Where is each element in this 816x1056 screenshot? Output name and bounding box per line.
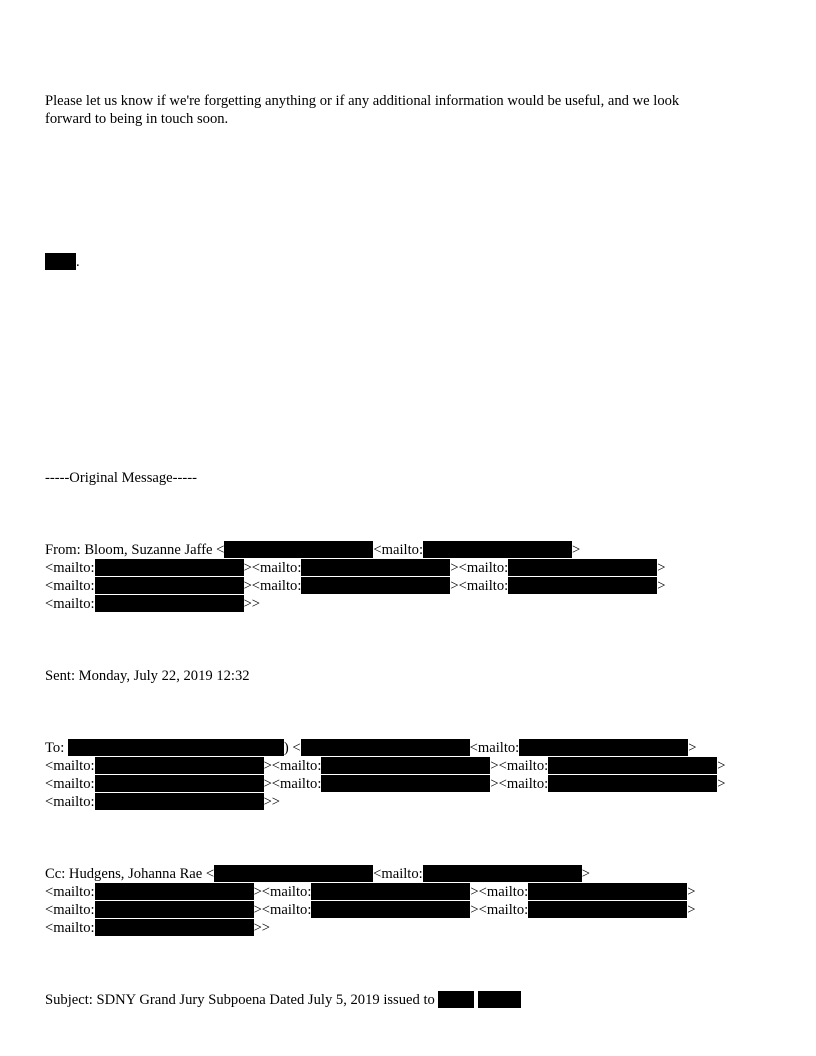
- redaction-box: [224, 541, 373, 558]
- redaction-box: [423, 865, 582, 882]
- mailto-text: <mailto:: [45, 776, 95, 792]
- subject-header: [45, 991, 521, 1009]
- cc-line-4: [45, 919, 695, 937]
- mailto-text: ><mailto:: [243, 578, 302, 594]
- mailto-text: <mailto:: [45, 884, 95, 900]
- from-line-3: [45, 577, 665, 595]
- redaction-box: [508, 559, 657, 576]
- mailto-text: <mailto:: [45, 578, 95, 594]
- bracket-text: >: [581, 866, 590, 882]
- mailto-text: ><mailto:: [263, 758, 322, 774]
- mailto-text: <mailto:: [45, 758, 95, 774]
- from-label: From: Bloom, Suzanne Jaffe <: [45, 542, 225, 558]
- redaction-box: [321, 757, 490, 774]
- redaction-box: [548, 757, 717, 774]
- cc-line-2: [45, 883, 695, 901]
- cc-header: [45, 865, 695, 937]
- mailto-text: <mailto:: [373, 866, 423, 882]
- redaction-box: [438, 991, 474, 1008]
- from-line-2: [45, 559, 665, 577]
- redaction-box: [301, 577, 450, 594]
- redaction-box: [301, 739, 470, 756]
- mailto-text: ><mailto:: [263, 776, 322, 792]
- bracket-text: >: [717, 776, 726, 792]
- subject-text: Subject: SDNY Grand Jury Subpoena Dated July 5, 2019 issued to: [45, 992, 439, 1008]
- mailto-text: ><mailto:: [450, 560, 509, 576]
- signoff-punct: .: [76, 254, 80, 270]
- redaction-box: [478, 991, 521, 1008]
- cc-line-3: [45, 901, 695, 919]
- redaction-box: [95, 775, 264, 792]
- from-line-1: [45, 541, 665, 559]
- sent-header: Sent: Monday, July 22, 2019 12:32: [45, 668, 250, 684]
- bracket-text: >: [657, 578, 666, 594]
- bracket-text: >: [687, 884, 696, 900]
- redaction-box: [45, 253, 76, 270]
- redaction-box: [528, 883, 687, 900]
- bracket-text: >: [572, 542, 581, 558]
- intro-paragraph: [45, 92, 679, 128]
- redaction-box: [508, 577, 657, 594]
- cc-line-1: [45, 865, 695, 883]
- mailto-text: <mailto:: [45, 794, 95, 810]
- redaction-box: [301, 559, 450, 576]
- redaction-box: [321, 775, 490, 792]
- from-line-4: [45, 595, 665, 613]
- redaction-box: [95, 559, 244, 576]
- mailto-text: ><mailto:: [470, 884, 529, 900]
- redaction-box: [548, 775, 717, 792]
- mailto-text: <mailto:: [45, 920, 95, 936]
- redaction-box: [214, 865, 373, 882]
- redaction-box: [311, 883, 470, 900]
- redaction-box: [95, 883, 254, 900]
- bracket-text: >: [657, 560, 666, 576]
- mailto-text: ><mailto:: [470, 902, 529, 918]
- intro-line-2: forward to being in touch soon.: [45, 111, 229, 127]
- bracket-text: >: [687, 902, 696, 918]
- redaction-box: [95, 793, 264, 810]
- bracket-text: >>: [243, 596, 261, 612]
- to-label: To:: [45, 740, 68, 756]
- redaction-box: [528, 901, 687, 918]
- mailto-text: <mailto:: [469, 740, 520, 756]
- from-header: [45, 541, 665, 613]
- redaction-box: [423, 541, 572, 558]
- bracket-text: >>: [253, 920, 271, 936]
- mailto-text: ><mailto:: [490, 776, 549, 792]
- redaction-box: [95, 595, 244, 612]
- bracket-text: >: [717, 758, 726, 774]
- intro-line-1: Please let us know if we're forgetting anything or if any additional information would be useful, and we look: [45, 93, 680, 109]
- mailto-text: ><mailto:: [450, 578, 509, 594]
- to-header: [45, 739, 725, 811]
- to-line-3: [45, 775, 725, 793]
- mailto-text: ><mailto:: [490, 758, 549, 774]
- bracket-text: ) <: [283, 740, 301, 756]
- mailto-text: <mailto:: [373, 542, 423, 558]
- bracket-text: >>: [263, 794, 281, 810]
- to-line-2: [45, 757, 725, 775]
- mailto-text: <mailto:: [45, 560, 95, 576]
- redaction-box: [95, 919, 254, 936]
- cc-label: Cc: Hudgens, Johanna Rae <: [45, 866, 215, 882]
- bracket-text: >: [688, 740, 697, 756]
- to-line-1: [45, 739, 725, 757]
- original-message-separator: -----Original Message-----: [45, 470, 197, 486]
- to-line-4: [45, 793, 725, 811]
- mailto-text: <mailto:: [45, 596, 95, 612]
- redaction-box: [519, 739, 688, 756]
- mailto-text: ><mailto:: [243, 560, 302, 576]
- redaction-box: [311, 901, 470, 918]
- mailto-text: <mailto:: [45, 902, 95, 918]
- mailto-text: ><mailto:: [253, 884, 312, 900]
- signoff-line: [45, 253, 80, 271]
- redaction-box: [95, 901, 254, 918]
- redaction-box: [95, 577, 244, 594]
- redaction-box: [95, 757, 264, 774]
- mailto-text: ><mailto:: [253, 902, 312, 918]
- redaction-box: [68, 739, 284, 756]
